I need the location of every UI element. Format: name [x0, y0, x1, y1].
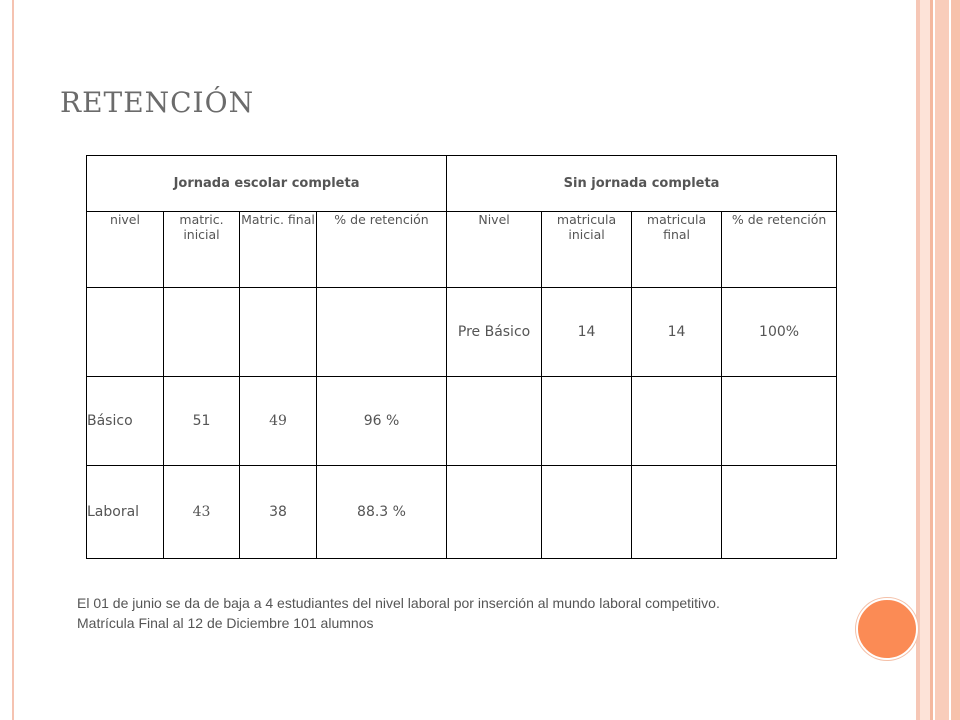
table-cell	[632, 466, 722, 559]
table-cell: 14	[632, 288, 722, 377]
table-cell: Pre Básico	[447, 288, 542, 377]
left-border-decoration	[0, 0, 14, 720]
orange-circle-decoration	[856, 598, 918, 660]
footnote	[77, 593, 720, 633]
header-jornada-completa: Jornada escolar completa	[87, 156, 447, 212]
subheader-nivel: nivel	[87, 212, 164, 288]
subheader-matric-inicial: matric. inicial	[164, 212, 240, 288]
table-row	[87, 288, 837, 377]
table-cell: Básico	[87, 377, 164, 466]
table-cell	[447, 466, 542, 559]
table-cell: 96 %	[317, 377, 447, 466]
table-cell	[87, 288, 164, 377]
right-stripes-decoration	[916, 0, 960, 720]
subheader-retencion-2: % de retención	[722, 212, 837, 288]
subheader-matric-final: Matric. final	[240, 212, 317, 288]
table-cell	[164, 288, 240, 377]
table-cell: 38	[240, 466, 317, 559]
table-cell: 100%	[722, 288, 837, 377]
table-cell: 14	[542, 288, 632, 377]
page-title: RETENCIÓN	[60, 86, 255, 119]
retention-table	[86, 155, 837, 559]
table-row	[87, 466, 837, 559]
footnote-line-2: Matrícula Final al 12 de Diciembre 101 alumnos	[77, 615, 374, 631]
header-sin-jornada: Sin jornada completa	[447, 156, 837, 212]
table-cell: 51	[164, 377, 240, 466]
table-cell	[317, 288, 447, 377]
subheader-matricula-final: matricula final	[632, 212, 722, 288]
footnote-line-1: El 01 de junio se da de baja a 4 estudiantes del nivel laboral por inserción al mundo laboral competitivo.	[77, 595, 720, 611]
table-cell	[542, 466, 632, 559]
table-cell: 88.3 %	[317, 466, 447, 559]
table-row	[87, 377, 837, 466]
table-cell: Laboral	[87, 466, 164, 559]
table-cell	[542, 377, 632, 466]
subheader-nivel-2: Nivel	[447, 212, 542, 288]
table-cell: 49	[240, 377, 317, 466]
table-cell	[722, 466, 837, 559]
subheader-matricula-inicial: matricula inicial	[542, 212, 632, 288]
table-group-header-row	[87, 156, 837, 212]
table-cell: 43	[164, 466, 240, 559]
table-cell	[722, 377, 837, 466]
table-cell	[447, 377, 542, 466]
subheader-retencion: % de retención	[317, 212, 447, 288]
table-cell	[240, 288, 317, 377]
table-sub-header-row	[87, 212, 837, 288]
table-cell	[632, 377, 722, 466]
